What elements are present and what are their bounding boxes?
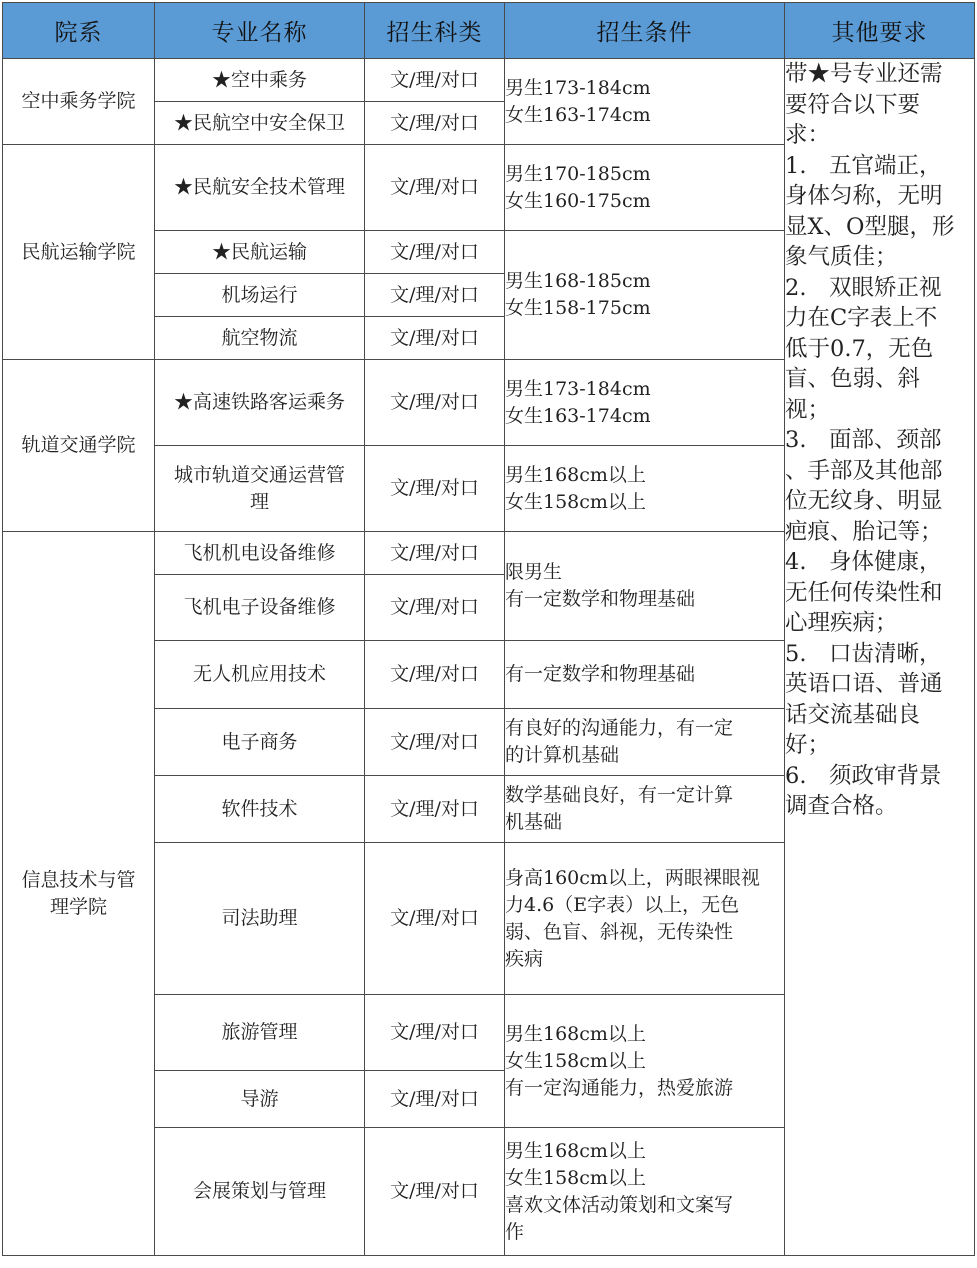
- conditions-cell: [505, 776, 785, 843]
- major-name: 软件技术: [221, 797, 298, 820]
- condition-line: 身高160cm以上，两眼裸眼视: [505, 866, 760, 889]
- category-cell: 文/理/对口: [365, 709, 505, 776]
- requirements-intro: [785, 59, 974, 151]
- condition-line: 女生158cm以上: [505, 1166, 646, 1189]
- major-cell: [155, 1071, 365, 1128]
- condition-line: 机基础: [505, 811, 563, 833]
- requirement-line: 话交流基础良: [785, 701, 921, 728]
- requirement-line: 力在C字表上不: [785, 305, 938, 331]
- major-name: ★空中乘务: [211, 68, 307, 91]
- major-cell: [155, 1128, 365, 1256]
- major-name: ★高速铁路客运乘务: [173, 391, 345, 413]
- requirement-item: [785, 639, 974, 761]
- requirement-line: 5. 口齿清晰，: [785, 640, 942, 667]
- category-cell: 文/理/对口: [365, 59, 505, 102]
- requirement-line: 位无纹身、明显: [785, 488, 943, 514]
- condition-line: 力4.6（E字表）以上，无色: [505, 893, 740, 916]
- major-name: 机场运行: [221, 283, 298, 306]
- college-name: 民航运输学院: [21, 240, 136, 263]
- conditions-cell: [505, 641, 785, 709]
- admissions-table: [2, 2, 975, 1256]
- college-name: 理学院: [49, 895, 107, 918]
- table-row: [3, 59, 975, 102]
- category-cell: 文/理/对口: [365, 776, 505, 843]
- category-cell: 文/理/对口: [365, 532, 505, 575]
- conditions-cell: [505, 709, 785, 776]
- college-name: 信息技术与管: [21, 868, 136, 891]
- condition-line: 女生158cm以上: [505, 1049, 646, 1072]
- requirement-item: [785, 547, 974, 639]
- requirement-line: 6. 须政审背景: [785, 762, 942, 789]
- major-name: 旅游管理: [221, 1021, 298, 1043]
- requirement-line: 低于0.7，无色: [785, 335, 934, 362]
- major-cell: [155, 102, 365, 145]
- major-name: 导游: [240, 1087, 279, 1110]
- category-cell: 文/理/对口: [365, 1128, 505, 1256]
- category-cell: 文/理/对口: [365, 231, 505, 274]
- major-name: 航空物流: [221, 326, 298, 349]
- condition-line: 男生168cm以上: [505, 1139, 646, 1162]
- category-cell: 文/理/对口: [365, 317, 505, 360]
- college-name: 轨道交通学院: [21, 434, 136, 456]
- category-cell: 文/理/对口: [365, 102, 505, 145]
- header-category: 招生科类: [365, 3, 505, 59]
- requirement-line: 4. 身体健康，: [785, 549, 942, 575]
- other-requirements-cell: [785, 59, 975, 1256]
- conditions-cell: [505, 59, 785, 145]
- condition-line: 的计算机基础: [505, 744, 620, 766]
- requirement-line: 视；: [785, 396, 831, 423]
- requirement-line: 身体匀称，无明: [785, 183, 943, 209]
- major-cell: [155, 709, 365, 776]
- conditions-cell: [505, 446, 785, 532]
- category-cell: 文/理/对口: [365, 446, 505, 532]
- condition-line: 女生163-174cm: [505, 103, 651, 126]
- requirement-line: 调查合格。: [785, 793, 898, 819]
- major-cell: [155, 145, 365, 231]
- major-cell: [155, 532, 365, 575]
- major-name: ★民航空中安全保卫: [173, 111, 345, 134]
- major-cell: [155, 274, 365, 317]
- major-cell: [155, 59, 365, 102]
- college-name: 空中乘务学院: [21, 90, 136, 112]
- requirement-line: 、手部及其他部: [785, 457, 943, 484]
- major-name: 电子商务: [221, 730, 298, 753]
- major-cell: [155, 995, 365, 1071]
- requirement-line: 好；: [785, 732, 831, 758]
- requirement-line: 心理疾病；: [785, 610, 898, 636]
- conditions-cell: [505, 145, 785, 231]
- condition-line: 疾病: [505, 947, 544, 970]
- category-cell: 文/理/对口: [365, 995, 505, 1071]
- requirement-line: 1. 五官端正，: [785, 152, 942, 179]
- category-cell: 文/理/对口: [365, 145, 505, 231]
- condition-line: 数学基础良好，有一定计算: [505, 784, 734, 806]
- condition-line: 有良好的沟通能力，有一定: [505, 717, 734, 739]
- requirement-line: 盲、色弱、斜: [785, 366, 921, 392]
- requirement-line: 象气质佳；: [785, 244, 898, 270]
- major-cell: [155, 575, 365, 641]
- major-name: 飞机电子设备维修: [183, 596, 336, 618]
- requirement-line: 无任何传染性和: [785, 579, 943, 606]
- condition-line: 男生173-184cm: [505, 377, 651, 400]
- category-cell: 文/理/对口: [365, 360, 505, 446]
- condition-line: 男生168cm以上: [505, 1022, 646, 1045]
- category-cell: 文/理/对口: [365, 1071, 505, 1128]
- condition-line: 男生170-185cm: [505, 162, 651, 185]
- major-name: 司法助理: [221, 907, 298, 929]
- conditions-cell: [505, 1128, 785, 1256]
- college-cell: [3, 532, 155, 1256]
- category-cell: 文/理/对口: [365, 575, 505, 641]
- major-cell: [155, 360, 365, 446]
- conditions-cell: [505, 231, 785, 360]
- requirement-line: 显X、O型腿，形: [785, 213, 955, 240]
- major-cell: [155, 641, 365, 709]
- major-name: 无人机应用技术: [192, 663, 326, 685]
- requirement-item: [785, 761, 974, 822]
- major-cell: [155, 231, 365, 274]
- header-college: 院系: [3, 3, 155, 59]
- major-name: ★民航安全技术管理: [173, 176, 345, 198]
- conditions-cell: [505, 360, 785, 446]
- condition-line: 喜欢文体活动策划和文案写: [505, 1193, 734, 1216]
- condition-line: 作: [505, 1220, 525, 1243]
- condition-line: 有一定数学和物理基础: [505, 588, 696, 610]
- college-cell: [3, 360, 155, 532]
- condition-line: 女生158cm以上: [505, 490, 646, 513]
- intro-line: 带★号专业还需: [785, 61, 943, 87]
- condition-line: 男生168-185cm: [505, 270, 651, 292]
- requirement-line: 3. 面部、颈部: [785, 427, 942, 453]
- college-cell: [3, 145, 155, 360]
- major-cell: [155, 843, 365, 995]
- intro-line: 求：: [785, 122, 831, 148]
- requirement-line: 2. 双眼矫正视: [785, 274, 942, 301]
- major-name: ★民航运输: [211, 240, 307, 263]
- condition-line: 限男生: [505, 561, 563, 583]
- category-cell: 文/理/对口: [365, 843, 505, 995]
- condition-line: 女生158-175cm: [505, 297, 651, 319]
- header-conditions: 招生条件: [505, 3, 785, 59]
- condition-line: 男生173-184cm: [505, 76, 651, 99]
- major-cell: [155, 776, 365, 843]
- condition-line: 女生160-175cm: [505, 189, 651, 212]
- requirement-line: 英语口语、普通: [785, 671, 943, 697]
- major-name: 会展策划与管理: [192, 1180, 326, 1202]
- header-row: [3, 3, 975, 59]
- condition-line: 男生168cm以上: [505, 463, 646, 486]
- requirement-line: 疤痕、胎记等；: [785, 518, 943, 545]
- category-cell: 文/理/对口: [365, 274, 505, 317]
- category-cell: 文/理/对口: [365, 641, 505, 709]
- condition-line: 有一定数学和物理基础: [505, 663, 696, 685]
- major-name: 城市轨道交通运营管: [173, 463, 345, 486]
- major-cell: [155, 317, 365, 360]
- header-other-requirements: 其他要求: [785, 3, 975, 59]
- intro-line: 要符合以下要: [785, 91, 921, 118]
- conditions-cell: [505, 532, 785, 641]
- major-name: 理: [249, 490, 269, 513]
- major-cell: [155, 446, 365, 532]
- requirement-item: [785, 273, 974, 426]
- conditions-cell: [505, 995, 785, 1128]
- college-cell: [3, 59, 155, 145]
- header-major: 专业名称: [155, 3, 365, 59]
- conditions-cell: [505, 843, 785, 995]
- condition-line: 弱、色盲、斜视，无传染性: [505, 920, 734, 943]
- condition-line: 有一定沟通能力，热爱旅游: [505, 1076, 734, 1099]
- requirement-item: [785, 151, 974, 273]
- major-name: 飞机机电设备维修: [183, 541, 336, 564]
- requirement-item: [785, 425, 974, 547]
- condition-line: 女生163-174cm: [505, 404, 651, 427]
